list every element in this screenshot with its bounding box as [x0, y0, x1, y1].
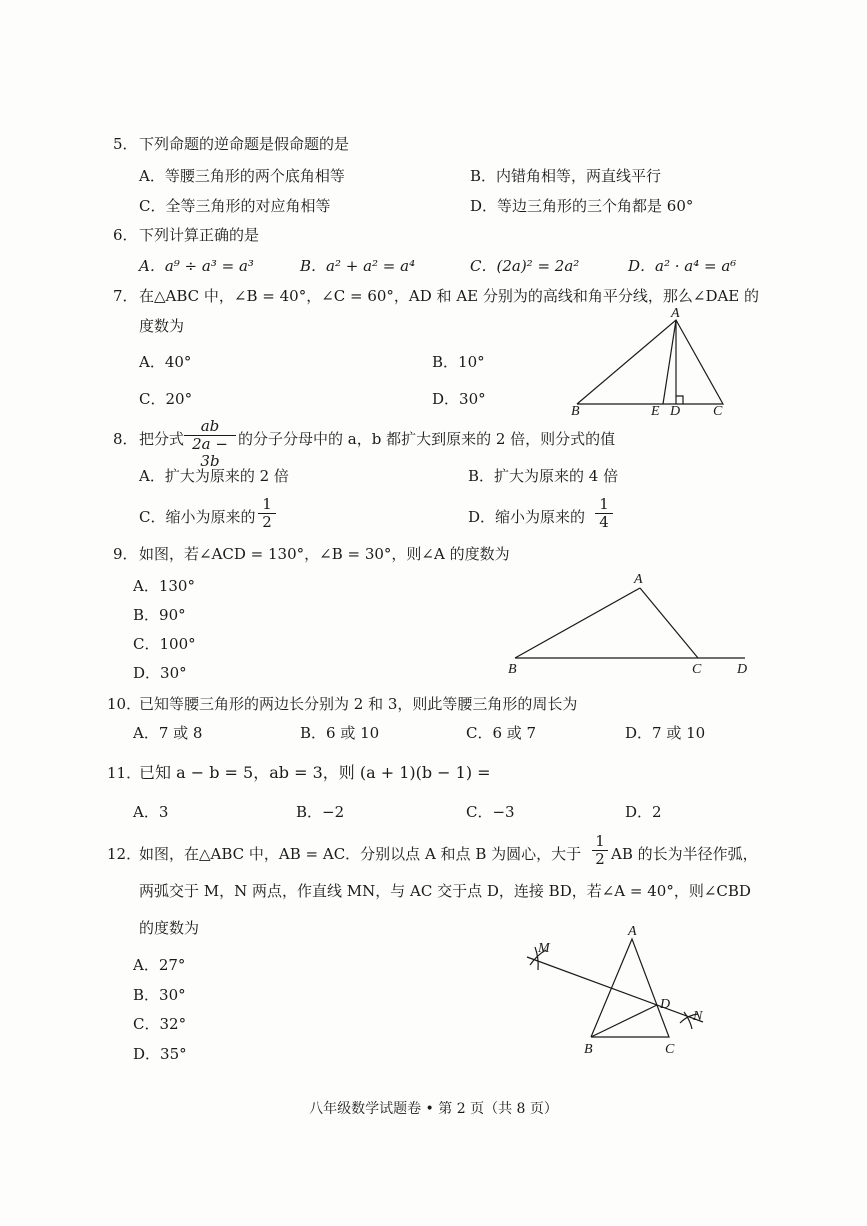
q6-stem: 下列计算正确的是: [139, 226, 260, 244]
q8-fraction-numerator: ab: [184, 418, 236, 436]
q9-label-a: A: [634, 572, 643, 587]
q9-option-b: B．90°: [133, 606, 186, 624]
q11-option-c: C．−3: [466, 803, 515, 821]
q10-option-a: A．7 或 8: [133, 724, 203, 742]
q12-label-m: M: [538, 941, 550, 956]
q12-label-c: C: [665, 1042, 675, 1057]
q12-label-a: A: [628, 924, 637, 939]
q7-label-c: C: [713, 404, 723, 419]
q7-label-b: B: [571, 404, 580, 419]
q5-number: 5．: [113, 135, 138, 153]
q11-option-d: D．2: [625, 803, 662, 821]
q12-label-b: B: [584, 1042, 593, 1057]
q8-option-a: A．扩大为原来的 2 倍: [139, 467, 289, 485]
q9-option-d: D．30°: [133, 664, 187, 682]
q12-option-a: A．27°: [133, 956, 186, 974]
q5-option-d: D．等边三角形的三个角都是 60°: [470, 197, 694, 215]
q7-stem-line2: 度数为: [139, 317, 185, 335]
q8-option-c: C．缩小为原来的: [139, 508, 256, 526]
q5-option-c: C．全等三角形的对应角相等: [139, 197, 331, 215]
q8-stem-pre: 把分式: [139, 430, 185, 448]
q5-option-b: B．内错角相等，两直线平行: [470, 167, 662, 185]
q9-option-c: C．100°: [133, 635, 196, 653]
q12-label-n: N: [693, 1009, 703, 1024]
q12-half-den: 2: [595, 850, 605, 868]
q11-option-b: B．−2: [296, 803, 345, 821]
q8-d-num: 1: [595, 496, 613, 514]
q8-option-b: B．扩大为原来的 4 倍: [468, 467, 619, 485]
page-footer: 八年级数学试题卷 • 第 2 页（共 8 页）: [309, 1101, 558, 1117]
q9-label-c: C: [692, 662, 702, 677]
q12-label-d: D: [660, 997, 671, 1012]
q8-number: 8．: [113, 430, 138, 448]
q7-option-a: A．40°: [139, 353, 192, 371]
q10-option-b: B．6 或 10: [300, 724, 380, 742]
q7-label-a: A: [671, 306, 680, 321]
q10-stem: 已知等腰三角形的两边长分别为 2 和 3，则此等腰三角形的周长为: [139, 695, 578, 713]
q9-stem: 如图，若∠ACD = 130°，∠B = 30°，则∠A 的度数为: [139, 545, 510, 563]
q6-option-b: B．a² + a² = a⁴: [300, 257, 416, 275]
q6-number: 6．: [113, 226, 138, 244]
q12-stem-line1b: AB 的长为半径作弧，: [611, 845, 758, 863]
q12-stem-line3: 的度数为: [139, 919, 200, 937]
q9-number: 9．: [113, 545, 138, 563]
q7-option-c: C．20°: [139, 390, 193, 408]
q7-label-e: E: [651, 404, 660, 419]
q9-label-b: B: [508, 662, 517, 677]
q7-number: 7．: [113, 287, 138, 305]
q5-stem: 下列命题的逆命题是假命题的是: [139, 135, 350, 153]
q12-option-c: C．32°: [133, 1015, 187, 1033]
q11-stem: 已知 a − b = 5，ab = 3，则 (a + 1)(b − 1) =: [139, 763, 491, 782]
q8-c-den: 2: [262, 513, 272, 531]
q11-option-a: A．3: [133, 803, 169, 821]
q12-stem-line2: 两弧交于 M，N 两点，作直线 MN，与 AC 交于点 D，连接 BD，若∠A = 40°，则∠CBD: [139, 882, 751, 900]
q8-d-den: 4: [599, 513, 609, 531]
q8-c-num: 1: [258, 496, 276, 514]
q12-half-num: 1: [592, 833, 608, 851]
q6-option-c: C．(2a)² = 2a²: [470, 257, 580, 275]
q8-option-d: D．缩小为原来的: [468, 508, 586, 526]
q10-option-c: C．6 或 7: [466, 724, 537, 742]
q12-option-b: B．30°: [133, 986, 186, 1004]
q12-number: 12．: [107, 845, 142, 863]
q12-stem-line1a: 如图，在△ABC 中，AB = AC．分别以点 A 和点 B 为圆心，大于: [139, 845, 582, 863]
q9-option-a: A．130°: [133, 577, 195, 595]
q7-option-d: D．30°: [432, 390, 486, 408]
q7-option-b: B．10°: [432, 353, 485, 371]
q12-option-d: D．35°: [133, 1045, 187, 1063]
q5-option-a: A．等腰三角形的两个底角相等: [139, 167, 345, 185]
q10-number: 10．: [107, 695, 142, 713]
q6-option-d: D．a² · a⁴ = a⁶: [628, 257, 737, 275]
q8-fraction-denominator: 2a − 3b: [192, 435, 228, 470]
q11-number: 11．: [107, 764, 142, 782]
q7-label-d: D: [670, 404, 681, 419]
q7-stem-line1: 在△ABC 中，∠B = 40°，∠C = 60°，AD 和 AE 分别为的高线和角平分线，那么∠DAE 的: [139, 287, 760, 305]
q6-option-a: A．a⁹ ÷ a³ = a³: [139, 257, 254, 275]
q8-stem-post: 的分子分母中的 a，b 都扩大到原来的 2 倍，则分式的值: [238, 430, 616, 448]
q9-label-d: D: [737, 662, 748, 677]
q10-option-d: D．7 或 10: [625, 724, 706, 742]
